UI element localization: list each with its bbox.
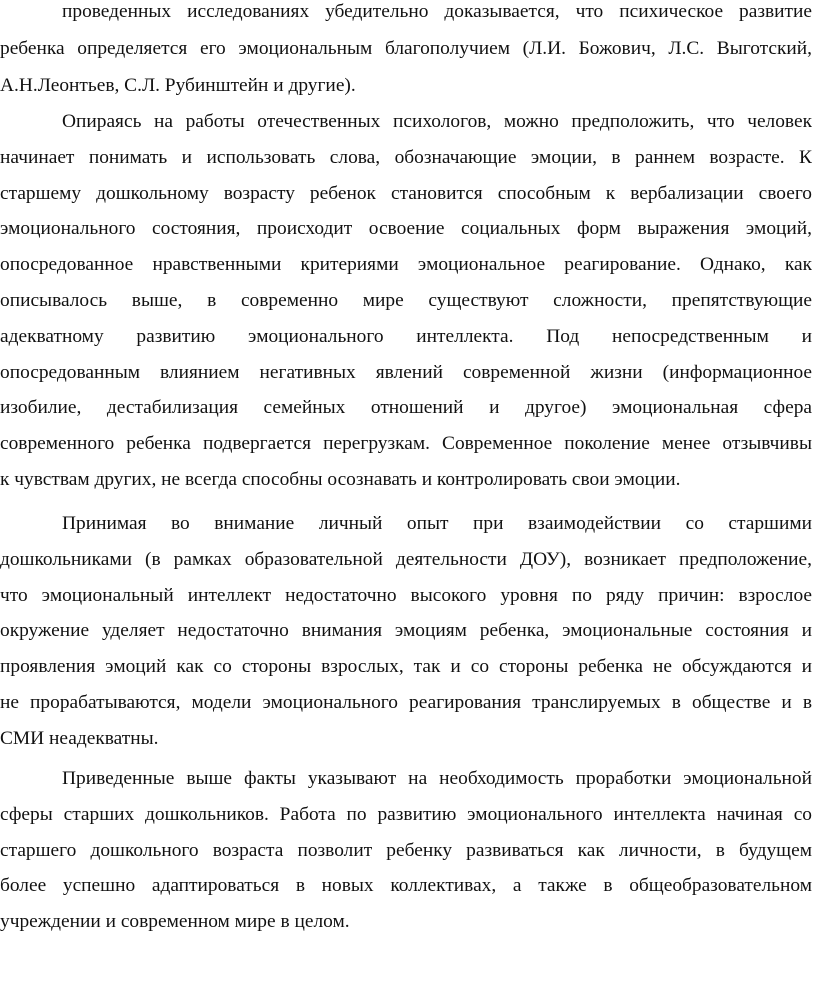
- paragraph-line: дошкольниками (в рамках образовательной деятельности ДОУ), возникает предположение,: [0, 548, 812, 570]
- paragraph-line: Опираясь на работы отечественных психологов, можно предположить, что человек: [62, 111, 812, 132]
- paragraph-line: учреждении и современном мире в целом.: [0, 911, 350, 933]
- paragraph-line: современного ребенка подвергается перегрузкам. Современное поколение менее отзывчивы: [0, 433, 812, 455]
- paragraph-line: более успешно адаптироваться в новых коллективах, а также в общеобразовательном: [0, 875, 812, 897]
- paragraph-line: к чувствам других, не всегда способны осознавать и контролировать свои эмоции.: [0, 468, 681, 490]
- paragraph-line: опосредованным влиянием негативных явлений современной жизни (информационное: [0, 361, 812, 383]
- paragraph-line: СМИ неадекватны.: [0, 727, 159, 749]
- paragraph-line: эмоционального состояния, происходит освоение социальных форм выражения эмоций,: [0, 218, 812, 240]
- paragraph-line: изобилие, дестабилизация семейных отношений и другое) эмоциональная сфера: [0, 397, 812, 419]
- paragraph-line: старшему дошкольному возрасту ребенок становится способным к вербализации своего: [0, 182, 812, 204]
- paragraph-line: проведенных исследованиях убедительно доказывается, что психическое развитие: [62, 1, 812, 22]
- paragraph-line: старшего дошкольного возраста позволит ребенку развиваться как личности, в будущем: [0, 839, 812, 861]
- paragraph-line: не прорабатываются, модели эмоционального реагирования транслируемых в обществе и в: [0, 691, 812, 713]
- paragraph-line: адекватному развитию эмоционального интеллекта. Под непосредственным и: [0, 325, 812, 347]
- paragraph-line: Принимая во внимание личный опыт при взаимодействии со старшими: [62, 513, 812, 534]
- paragraph-line: описывалось выше, в современно мире существуют сложности, препятствующие: [0, 289, 812, 311]
- paragraph-3: [0, 506, 812, 757]
- paragraph-1: [0, 0, 812, 104]
- paragraph-line: Приведенные выше факты указывают на необходимость проработки эмоциональной: [62, 768, 812, 789]
- paragraph-line: что эмоциональный интеллект недостаточно высокого уровня по ряду причин: взрослое: [0, 584, 812, 606]
- paragraph-line: проявления эмоций как со стороны взрослых, так и со стороны ребенка не обсуждаются и: [0, 656, 812, 678]
- paragraph-line: ребенка определяется его эмоциональным благополучием (Л.И. Божович, Л.С. Выготский,: [0, 38, 812, 59]
- paragraph-line: начинает понимать и использовать слова, обозначающие эмоции, в раннем возрасте. К: [0, 146, 812, 168]
- paragraph-4: [0, 761, 812, 940]
- paragraph-2: [0, 104, 812, 498]
- paragraph-line: опосредованное нравственными критериями эмоциональное реагирование. Однако, как: [0, 254, 812, 276]
- paragraph-line: А.Н.Леонтьев, С.Л. Рубинштейн и другие).: [0, 75, 356, 96]
- paragraph-line: окружение уделяет недостаточно внимания эмоциям ребенка, эмоциональные состояния и: [0, 620, 812, 642]
- paragraph-line: сферы старших дошкольников. Работа по развитию эмоционального интеллекта начиная со: [0, 803, 812, 825]
